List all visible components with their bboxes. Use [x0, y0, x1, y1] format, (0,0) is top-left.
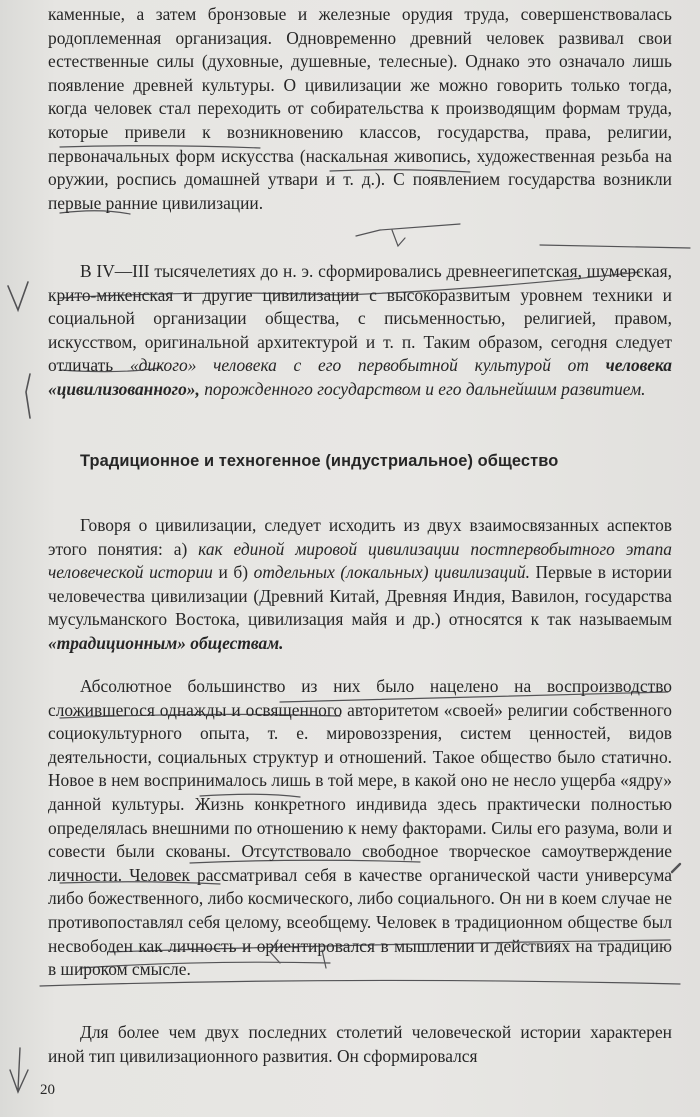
paragraph-4-text: Абсолютное большинство из них было нацелено на воспроизводство сложившегося однажды и освященного авторитетом «своей» религии собственного социокультурного опыта, т. е. мировоззрения, систем ценностей, видов деятельности, социальных структур и отношений. Такое общество было статично. Новое в нем воспринималось лишь в той мере, в какой оно не несло ущерба «ядру» данной культуры. Жизнь конкретного индивида здесь практически полностью определялась внешними по отношению к нему факторами. Силы его разума, воли и совести были скованы. Отсутствовало свободное творческое самоутверждение личности. Человек рассматривал себя в качестве органической части универсума либо божественного, либо космического, либо социального. Он ни в коем случае не противопоставлял себя целому, всеобщему. Человек в традиционном обществе был несвободен как личность и ориентировался в мышлении и действиях на традицию в широком смысле. [48, 676, 672, 980]
page-number: 20 [40, 1082, 55, 1098]
paragraph-3-italic-2: отдельных (локальных) цивилизаций. [253, 562, 530, 583]
paragraph-5-text: Для более чем двух последних столетий человеческой истории характерен иной тип цивилизационного развития. Он сформировался [48, 1022, 672, 1066]
pencil-tick [672, 864, 680, 872]
paragraph-3-text [48, 514, 672, 656]
paragraph-5 [48, 1021, 672, 1068]
pencil-underline [356, 224, 460, 236]
paragraph-3-plain-3: Первые в истории человечества цивилизации (Древний Китай, Древняя Индия, Вавилон, государства мусульманского Востока, цивилизация майя и др.) относятся к так называемым [48, 562, 672, 630]
paragraph-1-text: каменные, а затем бронзовые и железные орудия труда, совершенствовалась родоплеменная организация. Одновременно древний человек развивал свои естественные силы (духовные, душевные, телесные). Однако это означало лишь появление древней культуры. О цивилизации же можно говорить только тогда, когда человек стал переходить от собирательства к производящим формам труда, которые привели к возникновению классов, государства, права, религии, первоначальных форм искусства (наскальная живопись, художественная резьба на оружии, роспись домашней утвари и т. д.). С появлением государства возникли первые ранние цивилизации. [48, 4, 672, 213]
paragraph-3-plain-2: и б) [212, 562, 254, 583]
paragraph-2-bold-italic: человека «цивилизованного», [48, 355, 672, 399]
paragraph-2-italic-2: порожденного государством и его дальнейшим развитием. [199, 378, 646, 399]
pencil-underline [540, 245, 690, 248]
paragraph-3-plain-1: Говоря о цивилизации, следует исходить из двух взаимосвязанных аспектов этого понятия: а) [48, 515, 672, 559]
paragraph-3-bold-italic: «традиционным» обществам. [48, 632, 284, 653]
paragraph-2-text [48, 260, 672, 402]
pencil-bracket [392, 230, 405, 246]
section-heading: Традиционное и техногенное (индустриальное) общество [80, 452, 559, 470]
paragraph-3 [48, 514, 672, 656]
paragraph-2-italic-1: «дикого» человека с его первобытной культурой от [129, 355, 606, 376]
paragraph-2-plain: В IV—III тысячелетиях до н. э. сформировались древнеегипетская, шумерская, крито-микенская и другие цивилизации с высокоразвитым уровнем техники и социальной организации общества, с письменностью, религией, правом, искусством, оригинальной архитектурой и т. п. Таким образом, сегодня следует отличать [48, 261, 672, 376]
paragraph-3-italic-1: как единой мировой цивилизации постпервобытного этапа человеческой истории [48, 538, 673, 583]
paragraph-1 [48, 3, 672, 215]
pencil-check-mark [8, 282, 28, 310]
pencil-margin-arrow [10, 1048, 28, 1092]
pencil-margin-line [26, 374, 30, 418]
paragraph-4 [48, 675, 672, 982]
paragraph-2 [48, 260, 672, 402]
